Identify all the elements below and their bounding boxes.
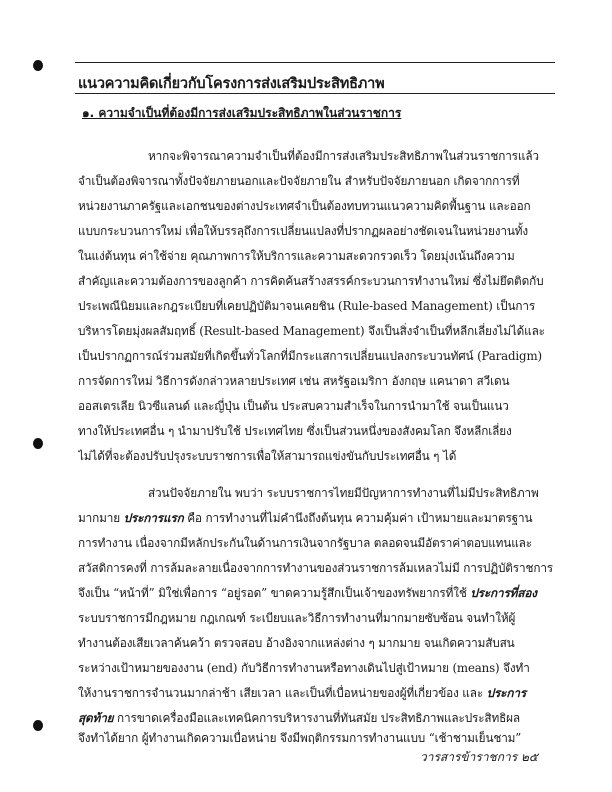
paragraph1-line: ทางให้ประเทศอื่น ๆ นำมาปรับใช้ ประเทศไทย ซึ่งเป็นส่วนหนึ่งของสังคมโลก จึงหลีกเลี่ยง [78,424,512,438]
paragraph1-line: หากจะพิจารณาความจำเป็นที่ต้องมีการส่งเสริมประสิทธิภาพในส่วนราชการแล้ว [148,149,539,163]
paragraph2-text: จึงเป็น “หน้าที่” มิใช่เพื่อการ “อยู่รอด” ขาดความรู้สึกเป็นเจ้าของทรัพยากรที่ใช้ [78,586,467,600]
paragraph2-line [78,583,554,603]
paragraph2-text: การขาดเครื่องมือและเทคนิคการบริหารงานที่ทันสมัย ประสิทธิภาพและประสิทธิผล [117,711,520,725]
paragraph2-line: ระหว่างเป้าหมายของงาน (end) กับวิธีการทำงานหรือทางเดินไปสู่เป้าหมาย (means) จึงทำ [78,661,530,675]
paragraph2-line: การทำงาน เนื่องจากมีหลักประกันในด้านการเงินจากรัฐบาล ตลอดจนมีอัตราค่าตอบแทนและ [78,536,532,550]
section-heading: ๑. ความจำเป็นที่ต้องมีการส่งเสริมประสิทธิภาพในส่วนราชการ [82,106,402,120]
paragraph2-line: ส่วนปัจจัยภายใน พบว่า ระบบราชการไทยมีปัญหาการทำงานที่ไม่มีประสิทธิภาพ [148,486,539,500]
paragraph2-text: ให้งานราชการจำนวนมากล่าช้า เสียเวลา และเป็นที่เบื่อหน่ายของผู้ที่เกี่ยวข้อง และ [78,686,484,700]
paragraph2-line: สวัสดิการคงที่ การล้มละลายเนื่องจากการทำงานของส่วนราชการล้มเหลวไม่มี การปฏิบัติราชการ [78,561,553,575]
paragraph1-line: ในแง่ต้นทุน ค่าใช้จ่าย คุณภาพการให้บริการและความสะดวกรวดเร็ว โดยมุ่งเน้นถึงความ [78,249,515,263]
paragraph2-line [78,708,554,728]
paragraph1-line: สำคัญและความต้องการของลูกค้า การคิดค้นสร้างสรรค์กระบวนการทำงานใหม่ ซึ่งไม่ยึดติดกับ [78,274,544,288]
emphasis-first-point: ประการแรก [123,511,184,525]
title-rule-top [75,62,555,63]
page-title: แนวความคิดเกี่ยวกับโครงการส่งเสริมประสิทธิภาพ [78,76,385,92]
paragraph2-line: ระบบราชการมีกฎหมาย กฎเกณฑ์ ระเบียบและวิธีการทำงานที่มากมายซับซ้อน จนทำให้ผู้ [78,611,516,625]
paragraph2-text: มากมาย [78,511,120,525]
emphasis-last-point-cont: สุดท้าย [78,711,114,725]
bullet-top [33,60,43,71]
paragraph1-line: เป็นปรากฏการณ์ร่วมสมัยที่เกิดขึ้นทั่วโลกที่มีกระแสการเปลี่ยนแปลงกระบวนทัศน์ (Paradigm) [78,349,542,363]
paragraph2-line [78,683,554,703]
title-rule-bottom [75,93,555,94]
page-footer: วารสารข้าราชการ ๒๕ [420,750,538,764]
paragraph1-line: ประเพณีนิยมและกฎระเบียบที่เคยปฏิบัติมาจนเคยชิน (Rule-based Management) เป็นการ [78,299,536,313]
bullet-bottom [33,720,43,731]
paragraph1-line: หน่วยงานภาครัฐและเอกชนของต่างประเทศจำเป็นต้องทบทวนแนวความคิดพื้นฐาน และออก [78,199,531,213]
paragraph2-line: ทำงานต้องเสียเวลาค้นคว้า ตรวจสอบ อ้างอิงจากแหล่งต่าง ๆ มากมาย จนเกิดความสับสน [78,636,515,650]
paragraph1-line: การจัดการใหม่ วิธีการดังกล่าวหลายประเทศ เช่น สหรัฐอเมริกา อังกฤษ แคนาดา สวีเดน [78,374,510,388]
paragraph2-line: จึงทำได้ยาก ผู้ทำงานเกิดความเบื่อหน่าย จึงมีพฤติกรรมการทำงานแบบ “เช้าชามเย็นชาม” [78,731,522,745]
emphasis-last-point: ประการ [486,686,527,700]
paragraph1-line: บริหารโดยมุ่งผลสัมฤทธิ์ (Result-based Management) จึงเป็นสิ่งจำเป็นที่หลีกเลี่ยงไม่ได้และ [78,324,545,338]
paragraph2-line [78,508,554,528]
emphasis-second-point: ประการที่สอง [470,586,537,600]
paragraph1-line: ออสเตรเลีย นิวซีแลนด์ และญี่ปุ่น เป็นต้น ประสบความสำเร็จในการนำมาใช้ จนเป็นแนว [78,399,509,413]
paragraph1-line: ไม่ได้ที่จะต้องปรับปรุงระบบราชการเพื่อให้สามารถแข่งขันกับประเทศอื่น ๆ ได้ [78,449,457,463]
bullet-middle [33,438,43,449]
paragraph2-text: คือ การทำงานที่ไม่คำนึงถึงต้นทุน ความคุ้มค่า เป้าหมายและมาตรฐาน [187,511,533,525]
paragraph1-line: จำเป็นต้องพิจารณาทั้งปัจจัยภายนอกและปัจจัยภายใน สำหรับปัจจัยภายนอก เกิดจากการที่ [78,174,520,188]
paragraph1-line: แบบกระบวนการใหม่ เพื่อให้บรรลุถึงการเปลี่ยนแปลงที่ปรากฏผลอย่างชัดเจนในหน่วยงานทั้ง [78,224,528,238]
